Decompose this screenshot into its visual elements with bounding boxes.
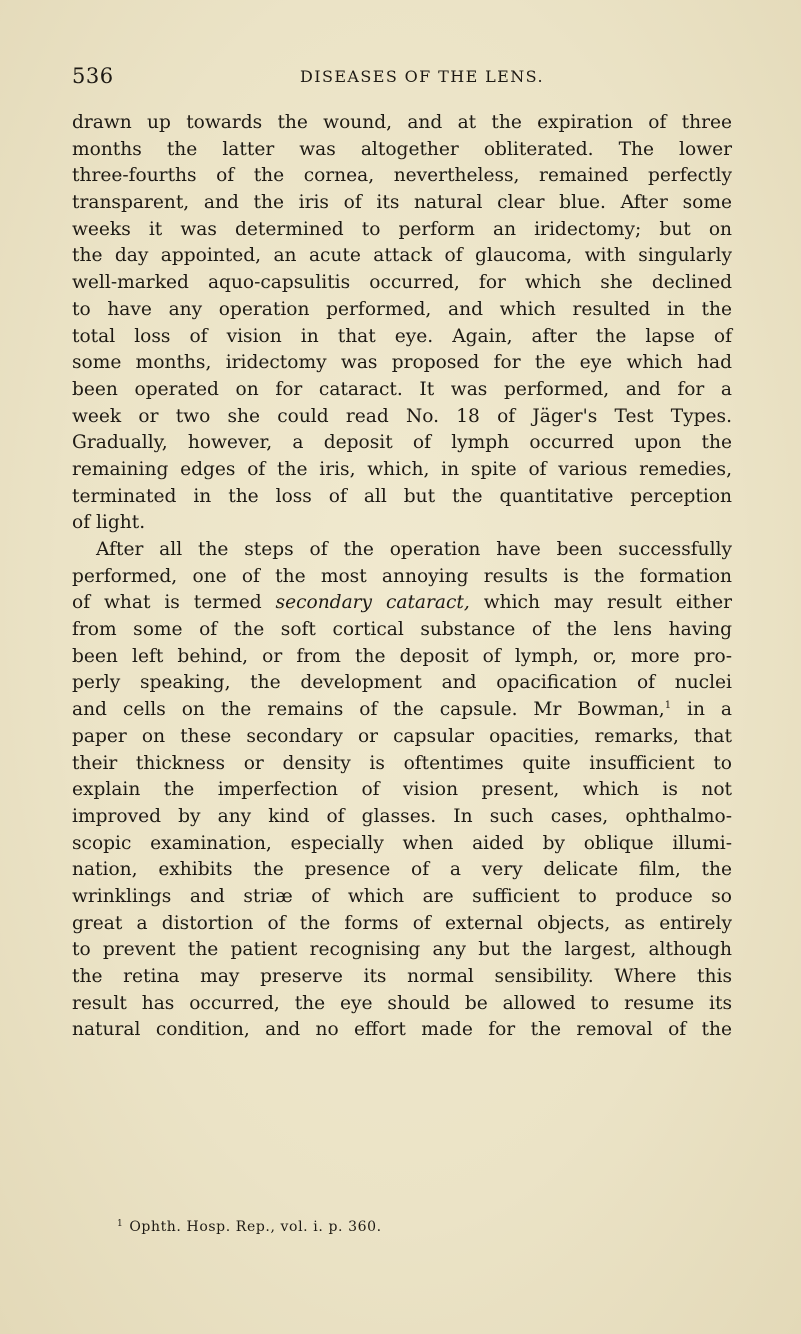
text-line: performed, one of the most annoying results is the formation [72, 565, 732, 587]
text-line: been left behind, or from the deposit of lymph, or, more pro- [72, 645, 732, 667]
text-line: the retina may preserve its normal sensibility. Where this [72, 966, 732, 987]
text-line: well-marked aquo-capsulitis occurred, for which she declined [72, 272, 732, 294]
text-line: three-fourths of the cornea, nevertheless, remained perfectly [72, 165, 732, 187]
text-line: from some of the soft cortical substance of the lens having [72, 619, 732, 641]
text-segment: and cells on the remains of the capsule. Mr Bowman, [72, 699, 665, 721]
text-segment: which may result either [483, 592, 732, 614]
footnote-text: Ophth. Hosp. Rep., vol. i. p. 360. [129, 1219, 382, 1235]
text-line: week or two she could read No. 18 of Jäger's Test Types. [72, 405, 732, 427]
text-line: months the latter was altogether obliterated. The lower [72, 138, 732, 160]
page-header [72, 64, 732, 94]
text-line: total loss of vision in that eye. Again, after the lapse of [72, 325, 732, 347]
text-line: drawn up towards the wound, and at the expiration of three [72, 112, 732, 133]
text-line: wrinklings and striæ of which are sufficient to produce so [72, 885, 732, 907]
text-line: of light. [72, 512, 146, 534]
text-line: weeks it was determined to perform an iridectomy; but on [72, 218, 732, 240]
text-line [72, 590, 732, 617]
text-line: remaining edges of the iris, which, in spite of various remedies, [72, 458, 732, 480]
text-line: natural condition, and no effort made for the removal of the [72, 1019, 732, 1041]
text-line: the day appointed, an acute attack of glaucoma, with singularly [72, 245, 732, 267]
text-line: some months, iridectomy was proposed for the eye which had [72, 352, 732, 374]
footnote-reference[interactable]: 1 [664, 700, 672, 712]
text-line: great a distortion of the forms of external objects, as entirely [72, 912, 732, 934]
text-line: explain the imperfection of vision present, which is not [72, 779, 732, 801]
text-line: Gradually, however, a deposit of lymph occurred upon the [72, 432, 732, 454]
text-line: perly speaking, the development and opacification of nuclei [72, 672, 732, 694]
text-line: terminated in the loss of all but the quantitative perception [72, 485, 732, 507]
text-line: been operated on for cataract. It was performed, and for a [72, 378, 732, 400]
text-line: paper on these secondary or capsular opacities, remarks, that [72, 725, 732, 747]
running-title: DISEASES OF THE LENS. [300, 67, 544, 86]
text-segment: of what is termed [72, 592, 262, 614]
text-line: to prevent the patient recognising any but the largest, although [72, 939, 732, 961]
text-line: After all the steps of the operation have been successfully [96, 539, 732, 560]
text-segment: in a [687, 699, 732, 721]
footnote [72, 1218, 732, 1236]
text-line: improved by any kind of glasses. In such cases, ophthalmo- [72, 805, 732, 827]
page-number: 536 [72, 64, 114, 88]
body-text [72, 110, 732, 1044]
text-line: transparent, and the iris of its natural clear blue. After some [72, 192, 732, 214]
italic-term: secondary cataract, [275, 592, 470, 614]
text-line: nation, exhibits the presence of a very delicate film, the [72, 859, 732, 881]
text-line: result has occurred, the eye should be allowed to resume its [72, 992, 732, 1014]
text-line [72, 697, 732, 724]
text-line: to have any operation performed, and which resulted in the [72, 298, 732, 320]
text-line: scopic examination, especially when aided by oblique illumi- [72, 832, 732, 854]
text-line: their thickness or density is oftentimes quite insufficient to [72, 752, 732, 774]
footnote-marker: 1 [117, 1219, 124, 1229]
